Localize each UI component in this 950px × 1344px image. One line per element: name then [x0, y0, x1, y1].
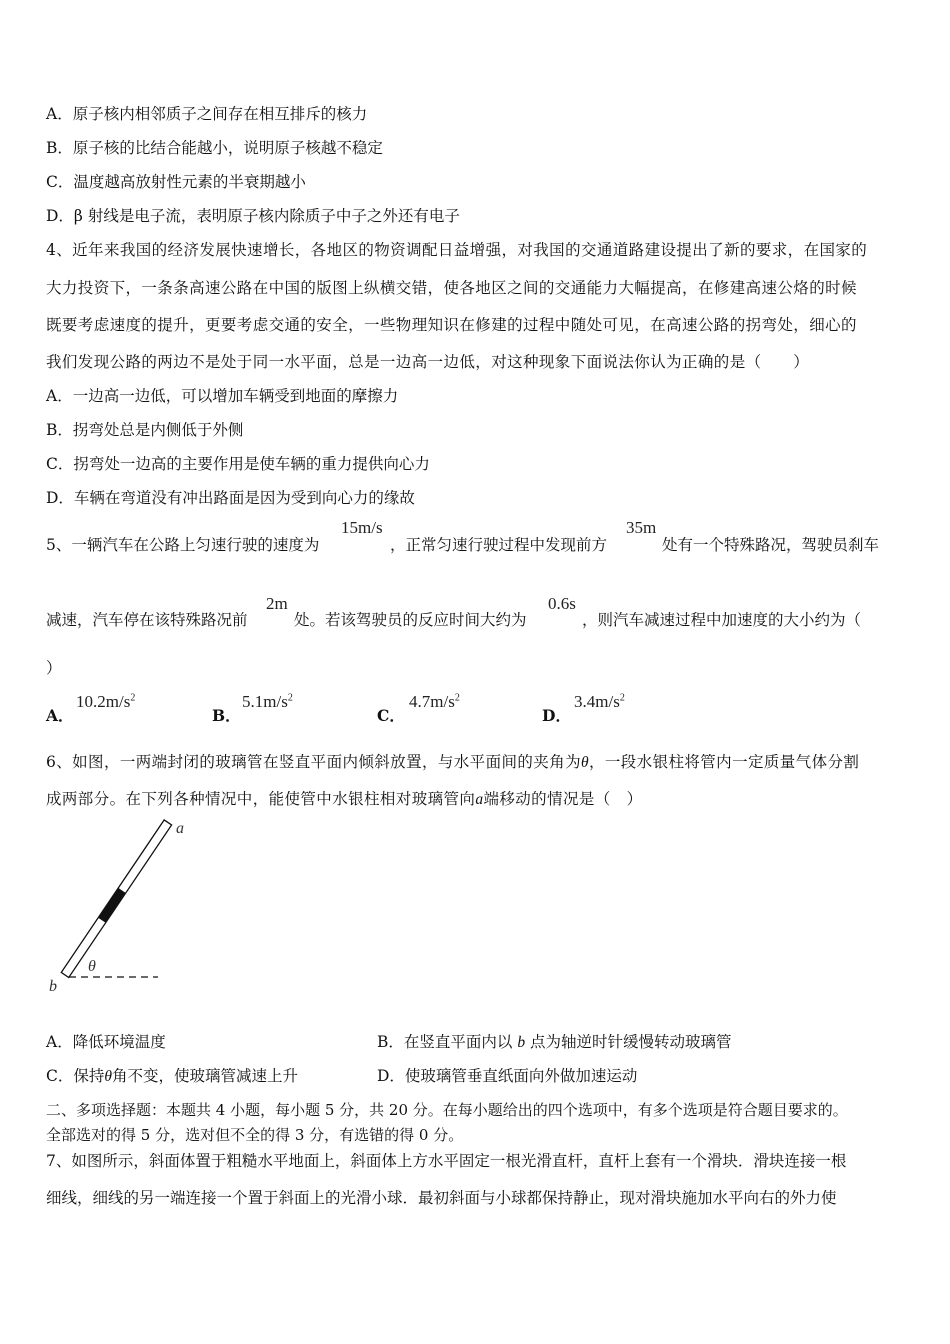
q4-stem-line-4: 我们发现公路的两边不是处于同一水平面，总是一边高一边低，对这种现象下面说法你认为正确的是（ ） — [46, 353, 810, 371]
q6-stem-line-1 — [46, 750, 859, 772]
q6-option-c-1: C．保持 — [46, 1067, 105, 1085]
q5-option-d-label: D． — [542, 706, 571, 725]
section2-header-line-2: 全部选对的得 5 分，选对但不全的得 3 分，有选错的得 0 分。 — [46, 1126, 464, 1144]
mercury-column — [98, 888, 126, 923]
q5-option-d-number: 3.4m/s — [574, 692, 620, 711]
q6-option-a: A．降低环境温度 — [46, 1033, 166, 1051]
q5-text-7: ） — [46, 659, 62, 677]
q5-option-b-number: 5.1m/s — [242, 692, 288, 711]
q6-stem-1b: ，一段水银柱将管内一定质量气体分割 — [588, 753, 860, 771]
q4-option-b: B．拐弯处总是内侧低于外侧 — [46, 421, 244, 439]
q5-distance-value: 35m — [626, 518, 657, 537]
q6-a-variable: a — [475, 791, 484, 808]
q6-stem-line-2 — [46, 787, 642, 809]
q6-option-b-1: B．在竖直平面内以 — [377, 1033, 513, 1051]
q5-text-6: ，则汽车减速过程中加速度的大小约为（ — [582, 611, 862, 629]
q5-option-a-number: 10.2m/s — [76, 692, 131, 711]
q5-text-2: ，正常匀速行驶过程中发现前方 — [390, 536, 608, 554]
q6-stem-2a: 成两部分。在下列各种情况中，能使管中水银柱相对玻璃管向 — [46, 790, 476, 808]
q4-option-c: C．拐弯处一边高的主要作用是使车辆的重力提供向心力 — [46, 455, 430, 473]
q5-option-b — [212, 704, 241, 726]
q4-stem-line-2: 大力投资下，一条条高速公路在中国的版图上纵横交错，使各地区之间的交通能力大幅提高，在修建高速公烙的时候 — [46, 279, 857, 297]
q4-stem-line-1: 4、近年来我国的经济发展快速增长，各地区的物资调配日益增强，对我国的交通道路建设提出了新的要求，在国家的 — [46, 241, 868, 259]
q5-option-b-exponent: 2 — [287, 692, 293, 704]
q5-option-c-exponent: 2 — [454, 692, 460, 704]
q6-option-c-theta: θ — [104, 1068, 112, 1085]
q5-stop-distance-value: 2m — [266, 594, 288, 613]
q5-option-b-value — [242, 692, 293, 712]
section2-header-line-1: 二、多项选择题：本题共 4 小题，每小题 5 分，共 20 分。在每小题给出的四个选项中，有多个选项是符合题目要求的。 — [46, 1101, 848, 1119]
q5-speed-value: 15m/s — [341, 518, 383, 537]
q3-option-a: A．原子核内相邻质子之间存在相互排斥的核力 — [46, 105, 368, 123]
q5-option-d-value — [574, 692, 625, 712]
q6-theta: θ — [580, 754, 589, 771]
q5-option-a-exponent: 2 — [130, 692, 136, 704]
q5-text-5: 处。若该驾驶员的反应时间大约为 — [294, 611, 527, 629]
q7-stem-line-2: 细线，细线的另一端连接一个置于斜面上的光滑小球．最初斜面与小球都保持静止，现对滑块施加水平向右的外力使 — [46, 1189, 837, 1207]
q6-option-b — [377, 1030, 732, 1052]
q5-text-3: 处有一个特殊路况，驾驶员刹车 — [662, 536, 880, 554]
q7-stem-line-1: 7、如图所示，斜面体置于粗糙水平地面上，斜面体上方水平固定一根光滑直杆，直杆上套有一个滑块．滑块连接一根 — [46, 1152, 847, 1170]
q6-option-d: D．使玻璃管垂直纸面向外做加速运动 — [377, 1067, 638, 1085]
q5-option-c-number: 4.7m/s — [409, 692, 455, 711]
q6-tube-figure — [40, 815, 210, 1000]
q4-option-a: A．一边高一边低，可以增加车辆受到地面的摩擦力 — [46, 387, 399, 405]
q6-b-variable: b — [517, 1034, 526, 1051]
q5-option-c-value — [409, 692, 460, 712]
q3-option-c: C．温度越高放射性元素的半衰期越小 — [46, 173, 306, 191]
tube-end-label-a: a — [176, 820, 184, 837]
q6-stem-2b: 端移动的情况是（ ） — [483, 790, 643, 808]
q5-option-d — [542, 704, 571, 726]
q3-option-b: B．原子核的比结合能越小，说明原子核越不稳定 — [46, 139, 383, 157]
q5-option-b-label: B． — [212, 706, 241, 725]
q5-option-d-exponent: 2 — [619, 692, 625, 704]
q5-text-4: 减速，汽车停在该特殊路况前 — [46, 611, 248, 629]
q6-option-b-2: 点为轴逆时针缓慢转动玻璃管 — [530, 1033, 732, 1051]
q4-option-d: D．车辆在弯道没有冲出路面是因为受到向心力的缘故 — [46, 489, 415, 507]
q5-option-c-label: C． — [377, 706, 405, 725]
q5-option-a-value — [76, 692, 135, 712]
q5-option-c — [377, 704, 405, 726]
q5-option-a-label: A． — [46, 706, 74, 725]
q6-option-c-2: 角不变，使玻璃管减速上升 — [112, 1067, 299, 1085]
q6-option-c — [46, 1064, 298, 1086]
q4-stem-line-3: 既要考虑速度的提升，更要考虑交通的安全，一些物理知识在修建的过程中随处可见，在高速公路的拐弯处，细心的 — [46, 316, 857, 334]
q5-option-a — [46, 704, 74, 726]
q6-stem-1a: 6、如图，一两端封闭的玻璃管在竖直平面内倾斜放置，与水平面间的夹角为 — [46, 753, 581, 771]
angle-label-theta: θ — [88, 958, 96, 975]
q5-text-1: 5、一辆汽车在公路上匀速行驶的速度为 — [46, 536, 320, 554]
q5-reaction-time-value: 0.6s — [548, 594, 576, 613]
tube-end-label-b: b — [49, 978, 57, 995]
q3-option-d: D．β 射线是电子流，表明原子核内除质子中子之外还有电子 — [46, 207, 460, 225]
